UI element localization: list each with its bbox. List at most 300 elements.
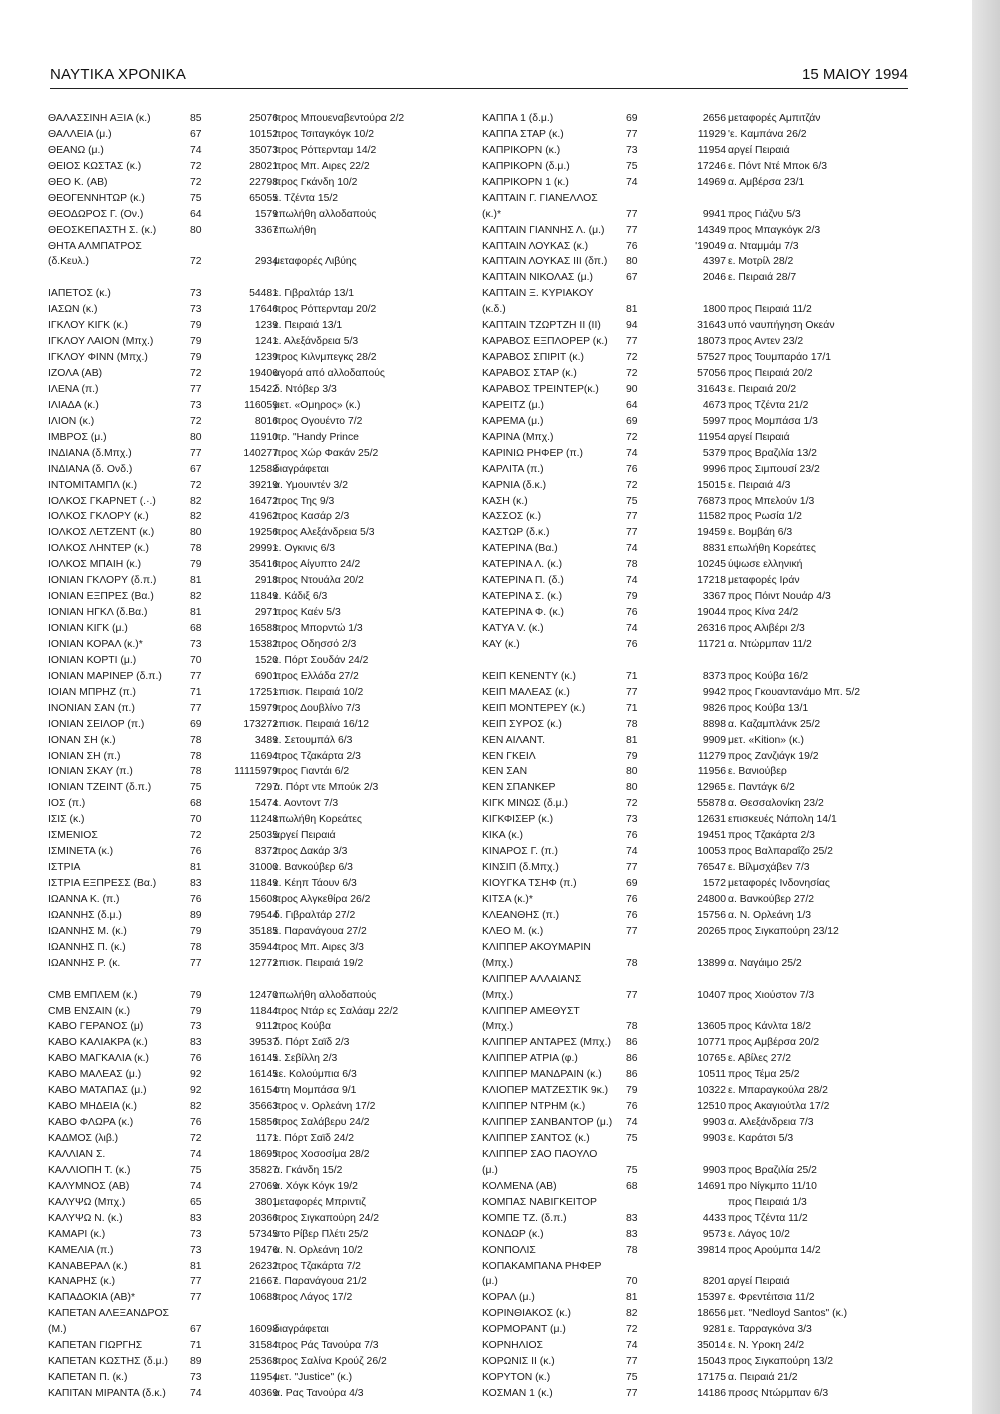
ship-name: ΙΟΝΙΑΝ ΣΕΙΛΟΡ (π.): [48, 718, 145, 730]
ship-status: προς Τζέντα 21/2: [728, 399, 809, 411]
ship-row: [48, 446, 458, 462]
ship-year: 67: [190, 463, 202, 475]
ship-tonnage: 18695: [249, 1148, 278, 1160]
ship-name: ΚΙΝΣΙΠ (δ.Μπχ.): [482, 862, 559, 874]
ship-tonnage: 25368: [249, 1356, 278, 1368]
ship-tonnage: 11721: [697, 638, 726, 650]
ship-row: [482, 1211, 912, 1227]
ship-status: ε. Μοτρίλ 28/2: [728, 256, 794, 268]
ship-name: ΚΑΡΑΒΟΣ ΤΡΕΙΝΤΕΡ(κ.): [482, 383, 599, 395]
ship-year: 80: [190, 224, 202, 236]
ship-name: ΙΣΙΣ (κ.): [48, 814, 85, 826]
ship-year: 74: [626, 1340, 638, 1352]
ship-name: ΚΙΓΚΦΙΣΕΡ (κ.): [482, 814, 554, 826]
ship-year: 72: [190, 415, 202, 427]
ship-row: [48, 956, 458, 972]
left-column: [48, 111, 458, 1402]
ship-name: ΚΑΤΕΡΙΝΑ Λ. (κ.): [482, 559, 563, 571]
ship-status: διαγράφεται: [274, 463, 329, 475]
ship-row: [482, 637, 912, 653]
ship-name: ΙΜΒΡΟΣ (μ.): [48, 431, 107, 443]
ship-tonnage: 79544: [249, 909, 278, 921]
ship-status: μεταφορές Αμπιτζάν: [728, 113, 821, 124]
ship-name: ΚΑΣΣΟΣ (κ.): [482, 511, 542, 523]
ship-status: α. Αλεξάνδρεια 7/3: [728, 1117, 814, 1129]
ship-status: προς Τζακάρτα 2/3: [728, 830, 815, 842]
ship-status: α. Γκάνδη 15/2: [274, 1164, 343, 1176]
ship-name: ΚΛΙΠΠΕΡ ΣΑΟ ΠΑΟΥΛΟ: [482, 1148, 598, 1160]
ship-year: 74: [626, 176, 638, 188]
ship-name: ΚΟΝΔΩΡ (κ.): [482, 1228, 544, 1240]
ship-status: προσς Ντώρμπαν 6/3: [728, 1388, 829, 1399]
ship-year: 73: [190, 1228, 202, 1240]
ship-row: [482, 1004, 912, 1020]
ship-name: ΚΑΛΛΙΟΠΗ Τ. (κ.): [48, 1164, 131, 1176]
ship-name: ΚΟΣΜΑΝ 1 (κ.): [482, 1388, 553, 1399]
ship-year: 76: [626, 893, 638, 905]
ship-row: [48, 1067, 458, 1083]
ship-name: ΚΑΒΟ ΜΑΛΕΑΣ (μ.): [48, 1069, 142, 1081]
ship-year: 77: [626, 686, 638, 698]
ship-tonnage: 18656: [697, 1308, 726, 1320]
ship-name: ΚΑΡΛΙΤΑ (π.): [482, 463, 544, 475]
ship-status: προς Κούβα: [274, 1021, 332, 1033]
ship-name: ΚΑΤΕΡΙΝΑ Φ. (κ.): [482, 607, 564, 619]
ship-year: 77: [190, 702, 202, 714]
ship-name: ΚΑΛΥΜΝΟΣ (ΑΒ): [48, 1180, 130, 1192]
ship-status: α. Βανκούβερ 27/2: [728, 893, 815, 905]
ship-row: [48, 430, 458, 446]
ship-year: 68: [190, 798, 202, 810]
ship-tonnage: 17246: [697, 160, 726, 172]
ship-status: μετ. "Justice" (κ.): [274, 1372, 353, 1384]
ship-tonnage: 4673: [702, 399, 726, 411]
ship-row: [482, 1306, 912, 1322]
ship-row: [48, 1051, 458, 1067]
ship-status: μεταφορές Ιράν: [728, 575, 800, 587]
ship-name: ΙΟΝΙΑΝ ΣΚΑΥ (π.): [48, 766, 133, 778]
ship-row: [482, 908, 912, 924]
ship-tonnage: 2971: [254, 607, 278, 619]
ship-row: [482, 398, 912, 414]
ship-row: [48, 302, 458, 318]
ship-name: ΙΟΛΚΟΣ ΓΚΑΡΝΕΤ (.·.): [48, 495, 156, 507]
ship-year: 85: [190, 113, 202, 124]
ship-status: ε. Γιβραλτάρ 13/1: [274, 288, 355, 300]
ship-tonnage: 1171: [255, 1133, 278, 1144]
ship-year: 76: [626, 638, 638, 650]
ship-year: 81: [190, 1260, 202, 1272]
ship-status: προς Μπ. Αιρες 22/2: [274, 160, 370, 172]
ship-status: επωλήθη αλλοδαπούς: [274, 208, 377, 220]
ship-year: 75: [626, 1164, 638, 1176]
ship-status: ε. Βίλμσχάβεν 7/3: [728, 862, 810, 874]
ship-row: [48, 1004, 458, 1020]
ship-name: ΚΙΤΣΑ (κ.)*: [482, 893, 533, 905]
ship-name: ΚΟΡΙΝΘΙΑΚΟΣ (κ.): [482, 1308, 571, 1320]
ship-tonnage: 19451: [697, 830, 726, 842]
ship-row: [482, 1067, 912, 1083]
ship-year: 79: [190, 1005, 202, 1017]
ship-tonnage: 15043: [697, 1356, 726, 1368]
ship-tonnage: 1520: [254, 654, 278, 666]
ship-year: 69: [626, 878, 638, 889]
ship-status: προς Ακαγιούτλα 17/2: [728, 1101, 830, 1113]
ship-year: 81: [190, 607, 202, 619]
ship-year: 77: [190, 1276, 202, 1288]
ship-name: ΚΑΒΟ ΜΗΔΕΙΑ (κ.): [48, 1101, 137, 1113]
ship-name: ΚΑΒΟ ΚΑΛΙΑΚΡΑ (κ.): [48, 1037, 148, 1049]
ship-tonnage: 16145: [249, 1069, 278, 1081]
ship-row: [482, 350, 912, 366]
ship-tonnage: 25076: [249, 113, 278, 124]
ship-tonnage: 11954: [249, 1372, 278, 1384]
ship-status: προς Σιγκαπούρη 13/2: [728, 1356, 834, 1368]
ship-row: [48, 509, 458, 525]
ship-tonnage: 3489: [254, 734, 278, 746]
ship-year: 81: [626, 734, 638, 746]
ship-tonnage: 4433: [702, 1212, 726, 1224]
ship-tonnage: 8898: [702, 718, 726, 730]
ship-status: προς Πόιντ Νουάρ 4/3: [728, 591, 831, 603]
ship-name: ΚΑΥ (κ.): [482, 638, 520, 650]
ship-year: 70: [626, 1276, 638, 1288]
ship-tonnage: 18073: [697, 336, 726, 348]
ship-tonnage: 11956: [697, 766, 726, 778]
ship-name: ΚΑΜΑΡΙ (κ.): [48, 1228, 106, 1240]
ship-year: 69: [626, 415, 638, 427]
ship-row: [48, 541, 458, 557]
ship-name: ΘΑΛΛΕΙΑ (μ.): [48, 128, 112, 140]
ship-name: ΚΑΒΟ ΜΑΓΚΑΛΙΑ (κ.): [48, 1053, 150, 1065]
ship-year: 75: [626, 495, 638, 507]
ship-status: προς ν. Ορλεάνη 17/2: [274, 1101, 376, 1113]
ship-tonnage: 173272: [243, 718, 278, 730]
ship-name: ΚΟΜΠΑΣ ΝΑΒΙΓΚΕΙΤΟΡ: [482, 1196, 597, 1208]
ship-year: 75: [190, 1164, 202, 1176]
ship-row: [48, 1227, 458, 1243]
ship-name: ΙΓΚΛΟΥ ΚΙΓΚ (κ.): [48, 320, 128, 332]
ship-year: 69: [626, 113, 638, 124]
ship-status: ε. Βομβάη 6/3: [728, 527, 793, 539]
ship-status: α. Ν. Ορλεάνη 10/2: [274, 1244, 363, 1256]
ship-row: [482, 1051, 912, 1067]
ship-tonnage: 41962: [249, 511, 278, 523]
ship-row: [48, 143, 458, 159]
ship-row: [482, 1386, 912, 1402]
ship-name: ΙΟΝΙΑΝ ΚΙΓΚ (μ.): [48, 623, 128, 634]
ship-row: [48, 1115, 458, 1131]
ship-tonnage: 35944: [249, 941, 278, 953]
ship-row: [48, 796, 458, 812]
ship-name: ΚΟΡΝΗΛΙΟΣ: [482, 1340, 543, 1352]
ship-status: α. Χόγκ Κόγκ 19/2: [274, 1180, 358, 1192]
ship-name: ΚΕΝ ΑΙΛΑΝΤ.: [482, 734, 545, 746]
ship-year: 94: [626, 320, 638, 332]
ship-year: 68: [190, 623, 202, 634]
ship-status: ε. Αλεξάνδρεια 5/3: [274, 336, 359, 348]
ship-year: 64: [190, 208, 202, 220]
ship-row: [48, 1211, 458, 1227]
ship-tonnage: 15397: [697, 1292, 726, 1304]
ship-status: προς Σιγκαπούρη 23/12: [728, 925, 839, 937]
ship-name: ΚΑΠΤΑΙΝ Ξ. ΚΥΡΙΑΚΟΥ: [482, 288, 594, 300]
ship-year: 77: [190, 383, 202, 395]
ship-year: 86: [626, 1069, 638, 1081]
ship-name: ΚΛΙΠΠΕΡ ΣΑΝΤΟΣ (κ.): [482, 1133, 590, 1144]
ship-row: [482, 749, 912, 765]
ship-tonnage: 17175: [697, 1372, 726, 1384]
ship-year: 82: [190, 511, 202, 523]
ship-year: 78: [626, 957, 638, 969]
ship-year: 72: [626, 479, 638, 491]
ship-name: ΙΟΝΙΑΝ ΗΓΚΛ (δ.Βα.): [48, 607, 148, 619]
ship-status: προς Αλγκεθίρα 26/2: [274, 893, 371, 905]
ship-year: 70: [190, 654, 202, 666]
ship-year: 72: [190, 479, 202, 491]
ship-row: [48, 175, 458, 191]
ship-status: α. Πόρτ ντε Μπούκ 2/3: [274, 782, 379, 794]
ship-status: δ. Ντόβερ 3/3: [274, 383, 337, 395]
ship-year: 67: [190, 1324, 202, 1336]
ship-tonnage: 19476: [249, 1244, 278, 1256]
ship-year: 83: [190, 878, 202, 889]
ship-name: ΙΟΝΙΑΝ ΜΑΡΙΝΕΡ (δ.π.): [48, 670, 162, 682]
ship-year: 72: [626, 352, 638, 364]
ship-name: (μ.): [482, 1164, 498, 1176]
ship-status: προς Οδησσό 2/3: [274, 638, 357, 650]
ship-row: [482, 780, 912, 796]
ship-year: 72: [190, 1133, 202, 1144]
ship-status: μετ. «Kition» (κ.): [728, 734, 804, 746]
ship-row: [482, 541, 912, 557]
page-header: [50, 66, 908, 88]
ship-year: 77: [626, 336, 638, 348]
ship-year: 75: [190, 192, 202, 204]
ship-status: ε. Σεβίλλη 2/3: [274, 1053, 338, 1065]
ship-name: ΚΑΠΤΑΙΝ ΛΟΥΚΑΣ ΙΙΙ (δπ.): [482, 256, 608, 268]
ship-status: ύψωσε ελληνική: [728, 559, 803, 571]
ship-status: προς Πειραιά 11/2: [728, 304, 812, 316]
ship-row: [482, 159, 912, 175]
ship-name: ΚΕΙΠ ΜΟΝΤΕΡΕΥ (κ.): [482, 702, 586, 714]
ship-year: 79: [190, 352, 202, 364]
ship-name: ΚΑΛΥΨΩ (Μπχ.): [48, 1196, 126, 1208]
ship-tonnage: 15979: [249, 702, 278, 714]
ship-tonnage: 15015: [697, 479, 726, 491]
ship-tonnage: 31000: [249, 862, 278, 874]
ship-name: (Μπχ.): [482, 989, 514, 1001]
ship-status: δ. Πόρτ Σαϊδ 2/3: [274, 1037, 350, 1049]
ship-tonnage: 19406: [249, 368, 278, 379]
ship-tonnage: 39219: [249, 479, 278, 491]
ship-name: ΚΛΙΠΠΕΡ ΑΝΤΑΡΕΣ (Μπχ.): [482, 1037, 611, 1049]
ship-row: [48, 764, 458, 780]
ship-name: ΙΟΝΙΑΝ ΓΚΛΟΡΥ (δ.π.): [48, 575, 157, 587]
ship-row: [48, 414, 458, 430]
ship-year: 78: [190, 734, 202, 746]
ship-year: 74: [626, 543, 638, 555]
ship-status: προς Τζακάρτα 7/2: [274, 1260, 361, 1272]
ship-row: [48, 525, 458, 541]
ship-row: [482, 1338, 912, 1354]
ship-year: 80: [626, 256, 638, 268]
ship-status: προς Ρόττερνταμ 20/2: [274, 304, 377, 316]
ship-name: ΚΑΜΕΛΙΑ (π.): [48, 1244, 114, 1256]
ship-year: 86: [626, 1037, 638, 1049]
ship-name: ΘΕΟ Κ. (ΑΒ): [48, 176, 108, 188]
ship-tonnage: 5997: [702, 415, 726, 427]
ship-name: ΙΟΝΙΑΝ ΣΗ (π.): [48, 750, 121, 762]
ship-status: προς Αίγυπτο 24/2: [274, 559, 361, 571]
ship-tonnage: 3801: [254, 1196, 278, 1208]
ship-row: [482, 764, 912, 780]
ship-row: [48, 876, 458, 892]
ship-tonnage: 1239: [254, 352, 278, 364]
ship-status: ε. Ν. Υροκη 24/2: [728, 1340, 805, 1352]
ship-tonnage: 19459: [697, 527, 726, 539]
ship-tonnage: 24800: [697, 893, 726, 905]
ship-year: 74: [626, 575, 638, 587]
ship-tonnage: 11279: [697, 750, 726, 762]
ship-row: [482, 1274, 912, 1290]
ship-row: [482, 446, 912, 462]
ship-tonnage: 40369: [249, 1388, 278, 1399]
ship-status: α. Ν. Ορλεάνη 1/3: [728, 909, 811, 921]
ship-status: προς Μομπάσα 1/3: [728, 415, 818, 427]
ship-name: ΚΑΡΑΒΟΣ ΕΞΠΛΟΡΕΡ (κ.): [482, 336, 608, 348]
page-edge-shadow: [972, 0, 1000, 1414]
ship-year: 83: [626, 1212, 638, 1224]
ship-tonnage: 15608: [249, 893, 278, 905]
ship-row: [48, 717, 458, 733]
ship-row: [48, 111, 458, 127]
ship-year: 76: [626, 240, 638, 252]
ship-row: [48, 1274, 458, 1290]
ship-name: ΚΑΡΝΙΑ (δ.κ.): [482, 479, 547, 491]
ship-status: ε. Φρεντέιτσια 11/2: [728, 1292, 815, 1304]
ship-row: [48, 462, 458, 478]
ship-status: α. Αμβέρσα 23/1: [728, 176, 805, 188]
ship-name: (μ.): [482, 1276, 498, 1288]
ship-name: (δ.Κευλ.): [48, 256, 89, 268]
ship-name: ΚΟΡΩΝΙΣ ΙΙ (κ.): [482, 1356, 555, 1368]
ship-name: ΚΑΡΕΜΑ (μ.): [482, 415, 544, 427]
ship-status: ε. Παρανάγουα 27/2: [274, 925, 367, 937]
ship-name: ΙΝΔΙΑΝΑ (δ.Μπχ.): [48, 447, 132, 459]
ship-year: 72: [190, 256, 202, 268]
ship-tonnage: 9281: [702, 1324, 726, 1336]
ship-name: ΘΕΑΝΩ (μ.): [48, 144, 104, 156]
ship-year: 69: [190, 718, 202, 730]
ship-name: ΙΛΕΝΑ (π.): [48, 383, 99, 395]
ship-row: [482, 175, 912, 191]
ship-status: προς Γιάζνυ 5/3: [728, 208, 801, 220]
ship-year: 72: [190, 176, 202, 188]
ship-year: 74: [626, 447, 638, 459]
ship-tonnage: 9942: [702, 686, 726, 698]
ship-status: προς Ράς Τανούρα 7/3: [274, 1340, 379, 1352]
ship-status: προς Μπαγκόγκ 2/3: [728, 224, 821, 236]
ship-tonnage: 11929: [697, 128, 726, 140]
ship-row: [482, 605, 912, 621]
ship-year: 79: [190, 559, 202, 571]
ship-name: (Μπχ.): [482, 1021, 514, 1033]
ship-name: ΚΑΡΙΝΙΩ ΡΗΦΕΡ (π.): [482, 447, 583, 459]
ship-name: (Μπχ.): [482, 957, 514, 969]
ship-row: [482, 988, 912, 1004]
ship-status: προς Της 9/3: [274, 495, 335, 507]
ship-name: ΚΑΒΟ ΜΑΤΑΠΑΣ (μ.): [48, 1085, 147, 1097]
ship-status: προς Αρούμπα 14/2: [728, 1244, 821, 1256]
ship-name: ΚΛΕΑΝΘΗΣ (π.): [482, 909, 560, 921]
ship-status: α. Πειραιά 21/2: [728, 1372, 798, 1384]
ship-status: ε. Λάγος 10/2: [728, 1228, 790, 1240]
ship-name: ΚΟΝΠΟΛΙΣ: [482, 1244, 536, 1256]
ship-tonnage: 14969: [697, 176, 726, 188]
ship-year: 81: [190, 862, 202, 874]
ship-tonnage: 116059: [244, 399, 278, 411]
ship-status: προς Κάνλτα 18/2: [728, 1021, 812, 1033]
ship-tonnage: 55878: [697, 798, 726, 810]
ship-row: [48, 780, 458, 796]
ship-year: 80: [626, 782, 638, 794]
ship-tonnage: 12470: [249, 989, 278, 1001]
ship-name: ΙΓΚΛΟΥ ΛΑΙΟΝ (Μπχ.): [48, 336, 154, 348]
ship-row: [482, 733, 912, 749]
ship-status: προς Κιλνμπεγκς 28/2: [274, 352, 377, 364]
ship-year: 75: [626, 160, 638, 172]
ship-status: επωλήθη αλλοδαπούς: [274, 989, 377, 1001]
ship-tonnage: 57527: [697, 352, 726, 364]
ship-name: ΚΟΡΥΤΟΝ (κ.): [482, 1372, 551, 1384]
ship-tonnage: 11694: [249, 750, 278, 762]
ship-row: [48, 1195, 458, 1211]
ship-status: ε. Κέηπ Τάουν 6/3: [274, 878, 357, 889]
ship-name: ΘΑΛΑΣΣΙΝΗ ΑΞΙΑ (κ.): [48, 113, 151, 124]
issue-date: 15 ΜΑΙΟΥ 1994: [802, 66, 908, 83]
ship-name: ΘΕΙΟΣ ΚΩΣΤΑΣ (κ.): [48, 160, 142, 172]
ship-status: προς Κούβα 16/2: [728, 670, 809, 682]
ship-row: [482, 509, 912, 525]
ship-year: 92: [190, 1085, 202, 1097]
ship-year: 79: [190, 320, 202, 332]
ship-name: ΚΑΠΕΤΑΝ ΓΙΩΡΓΗΣ: [48, 1340, 143, 1352]
spacer-row: [482, 653, 912, 669]
ship-row: [482, 1083, 912, 1099]
ship-name: ΚΑΤΕΡΙΝΑ Π. (δ.): [482, 575, 564, 587]
ship-tonnage: 8372: [254, 846, 278, 858]
ship-name: ΚΙΓΚ ΜΙΝΩΣ (δ.μ.): [482, 798, 568, 810]
ship-year: 89: [190, 909, 202, 921]
ship-status: προς Δουβλίνο 7/3: [274, 702, 361, 714]
ship-year: 75: [190, 782, 202, 794]
ship-name: ΙΟΛΚΟΣ ΜΠΑΙΗ (κ.): [48, 559, 142, 571]
ship-year: 77: [626, 511, 638, 523]
ship-year: 74: [190, 1148, 202, 1160]
ship-name: ΚΟΠΑΚΑΜΠΑΝΑ ΡΗΦΕΡ: [482, 1260, 602, 1272]
ship-name: ΚΑΡΑΒΟΣ ΣΠΙΡΙΤ (κ.): [482, 352, 584, 364]
ship-name: ΚΑΝΑΡΗΣ (κ.): [48, 1276, 116, 1288]
ship-tonnage: 76547: [697, 862, 726, 874]
ship-status: α. Νταμμάμ 7/3: [728, 240, 799, 252]
ship-year: 72: [190, 368, 202, 379]
ship-tonnage: 35185: [249, 925, 278, 937]
ship-year: 80: [190, 527, 202, 539]
ship-row: [482, 685, 912, 701]
ship-tonnage: 39814: [697, 1244, 726, 1256]
ship-name: ΚΑΡΕΙΤΖ (μ.): [482, 399, 544, 411]
